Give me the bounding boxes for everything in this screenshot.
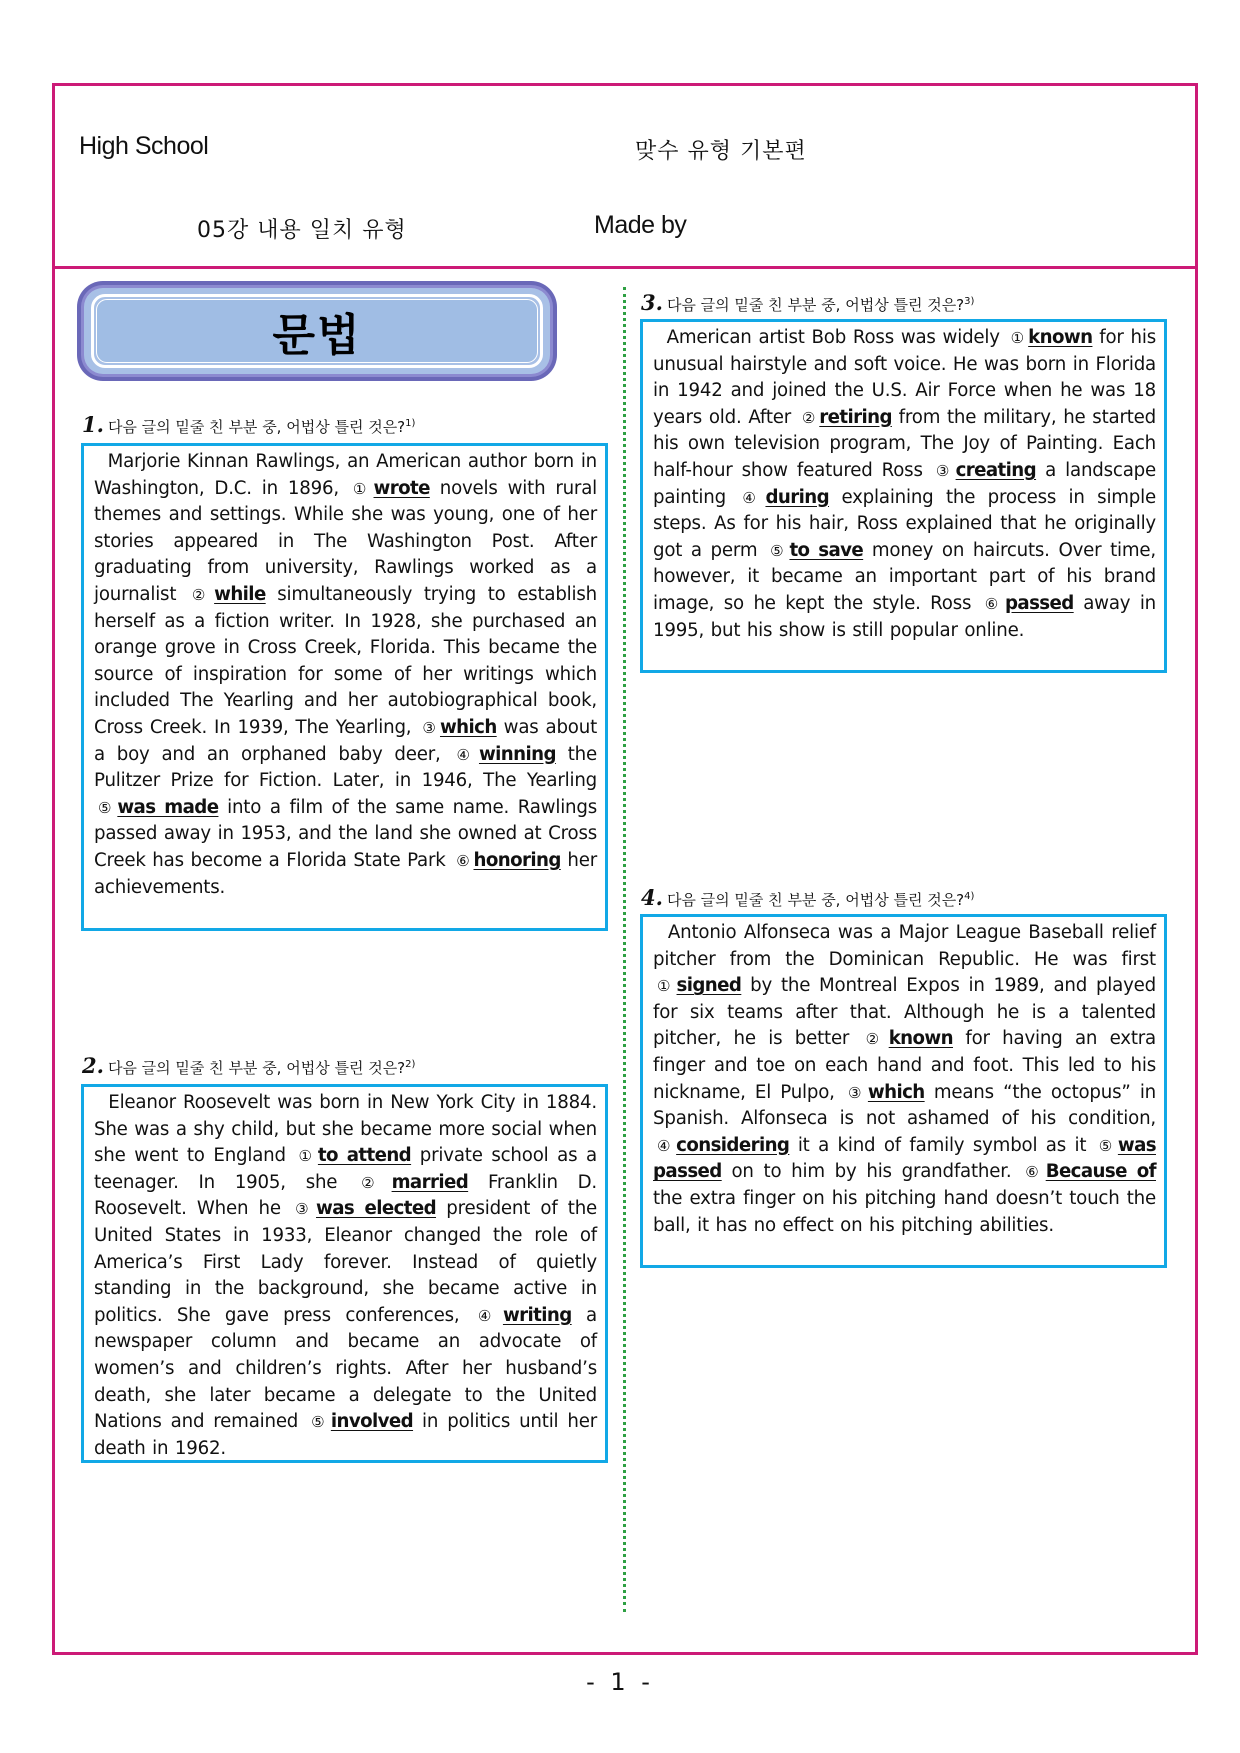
- question-instruction: 다음 글의 밑줄 친 부분 중, 어법상 틀린 것은?: [666, 296, 965, 314]
- school-level: High School: [79, 132, 209, 160]
- made-by: Made by: [594, 211, 687, 239]
- passage-text: from the military, he started his own television program, The Joy of Painting. Each half-hour show featured Ross: [653, 406, 1156, 481]
- question-1-passage: [81, 443, 608, 931]
- question-2-passage: [81, 1084, 608, 1463]
- passage-text: by the Montreal Expos in 1989, and played for six teams after that. Although he is a talented pitcher, he is better: [653, 975, 1156, 1050]
- question-2-header: [82, 1053, 415, 1078]
- underlined-choice: Because of: [1045, 1161, 1156, 1183]
- underlined-choice: writing: [502, 1304, 572, 1326]
- underlined-choice: was made: [117, 796, 219, 818]
- question-instruction: 다음 글의 밑줄 친 부분 중, 어법상 틀린 것은?: [107, 1059, 406, 1077]
- choice-marker: ①: [657, 977, 673, 996]
- passage-text: means “the octopus” in Spanish. Alfonseca is not ashamed of his condition,: [653, 1081, 1157, 1130]
- question-instruction: 다음 글의 밑줄 친 부분 중, 어법상 틀린 것은?: [107, 418, 406, 436]
- underlined-choice: was passed: [653, 1134, 1156, 1183]
- lesson-title: 05강 내용 일치 유형: [197, 218, 407, 243]
- book-title: 맞수 유형 기본편: [635, 139, 807, 164]
- choice-marker: ④: [742, 488, 762, 507]
- underlined-choice: known: [888, 1028, 953, 1050]
- underlined-choice: married: [391, 1171, 469, 1193]
- underlined-choice: to save: [789, 539, 864, 561]
- passage-text: American artist Bob Ross was widely: [666, 327, 1007, 348]
- passage-text: into a film of the same name. Rawlings passed away in 1953, and the land she owned at Cross Creek has become a Florida State Park: [94, 796, 598, 871]
- underlined-choice: considering: [676, 1134, 790, 1156]
- choice-marker: ③: [935, 461, 952, 480]
- section-banner: [77, 281, 557, 381]
- choice-marker: ⑥: [984, 594, 1001, 613]
- passage-text: Antonio Alfonseca was a Major League Baseball relief pitcher from the Dominican Republic. He was first: [653, 922, 1156, 970]
- choice-marker: ①: [1010, 329, 1025, 347]
- passage-text: Franklin D. Roosevelt. When he: [94, 1171, 597, 1220]
- passage-text: explaining the process in simple steps. As for his hair, Ross explained that he originally got a perm: [653, 486, 1156, 561]
- page-number: - 1 -: [586, 1668, 654, 1696]
- underlined-choice: which: [867, 1081, 925, 1103]
- choice-marker: ⑥: [1025, 1163, 1042, 1182]
- question-number: 2.: [82, 1053, 104, 1078]
- passage-text: for having an extra finger and toe on each hand and foot. This led to his nickname, El Pulpo,: [653, 1028, 1157, 1103]
- footnote-marker: 1): [405, 418, 416, 429]
- underlined-choice: honoring: [473, 849, 561, 871]
- question-4-passage: [640, 914, 1167, 1268]
- passage-text: simultaneously trying to establish herself as a fiction writer. In 1928, she purchased an orange grove in Cross Creek, Florida. This became the source of inspiration for some of her writings which included The Yearling and her autobiographical book, Cross Creek. In 1939, The Yearling,: [94, 583, 597, 738]
- question-number: 1.: [82, 412, 104, 437]
- passage-text: a landscape painting: [653, 459, 1157, 508]
- passage-text: Eleanor Roosevelt was born in New York City in 1884. She was a shy child, but she became more social when she went to England: [94, 1092, 597, 1167]
- underlined-choice: retiring: [819, 406, 892, 428]
- underlined-choice: creating: [955, 459, 1037, 481]
- question-instruction: 다음 글의 밑줄 친 부분 중, 어법상 틀린 것은?: [666, 891, 965, 909]
- question-3-header: [641, 290, 974, 315]
- underlined-choice: during: [765, 486, 830, 508]
- underlined-choice: while: [214, 583, 266, 605]
- passage-text: the extra finger on his pitching hand doesn’t touch the ball, it has no effect on his pitching abilities.: [653, 1187, 1156, 1236]
- underlined-choice: to attend: [317, 1145, 412, 1167]
- underlined-choice: known: [1028, 327, 1093, 348]
- choice-marker: ②: [191, 585, 211, 604]
- passage-text: away in 1995, but his show is still popular online.: [653, 592, 1157, 641]
- choice-marker: ④: [456, 745, 475, 764]
- choice-marker: ②: [361, 1173, 388, 1192]
- choice-marker: ⑤: [311, 1413, 327, 1432]
- passage-text: for his unusual hairstyle and soft voice. He was born in Florida in 1942 and joined the U.S. Air Force when he was 18 years old. After: [653, 327, 1156, 428]
- passage-text: her achievements.: [94, 849, 597, 898]
- choice-marker: ⑤: [1098, 1136, 1114, 1155]
- question-number: 4.: [641, 885, 663, 910]
- underlined-choice: wrote: [373, 477, 430, 499]
- underlined-choice: which: [439, 716, 497, 738]
- passage-text: on to him by his grandfather.: [721, 1161, 1022, 1183]
- choice-marker: ④: [657, 1136, 673, 1155]
- choice-marker: ③: [295, 1200, 312, 1219]
- passage-text: private school as a teenager. In 1905, she: [94, 1145, 597, 1193]
- question-4-header: [641, 885, 974, 910]
- passage-text: president of the United States in 1933, Eleanor changed the role of America’s First Lady forever. Instead of quietly standing in the background, she became active in politics. She gave press conferences,: [94, 1198, 598, 1326]
- passage-text: was about a boy and an orphaned baby deer,: [94, 716, 597, 765]
- passage-text: it a kind of family symbol as it: [789, 1134, 1095, 1156]
- column-divider: [623, 287, 626, 1612]
- passage-text: money on haircuts. Over time, however, it became an important part of his brand image, so he kept the style. Ross: [653, 539, 1156, 614]
- question-1-header: [82, 412, 415, 437]
- choice-marker: ⑤: [98, 798, 114, 817]
- passage-text: novels with rural themes and settings. While she was young, one of her stories appeared in The Washington Post. After graduating from university, Rawlings worked as a journalist: [94, 477, 598, 605]
- choice-marker: ③: [848, 1083, 864, 1102]
- choice-marker: ③: [422, 718, 436, 737]
- underlined-choice: involved: [330, 1411, 414, 1433]
- choice-marker: ②: [801, 408, 816, 427]
- choice-marker: ①: [298, 1147, 314, 1166]
- choice-marker: ①: [352, 479, 370, 498]
- choice-marker: ⑤: [770, 541, 786, 560]
- choice-marker: ⑥: [456, 851, 470, 870]
- footnote-marker: 2): [405, 1059, 416, 1070]
- footnote-marker: 4): [964, 891, 975, 902]
- passage-text: Marjorie Kinnan Rawlings, an American author born in Washington, D.C. in 1896,: [94, 451, 597, 499]
- underlined-choice: signed: [676, 975, 742, 997]
- footnote-marker: 3): [964, 296, 975, 307]
- passage-text: the Pulitzer Prize for Fiction. Later, in 1946, The Yearling: [94, 743, 597, 792]
- question-3-passage: [640, 319, 1167, 673]
- underlined-choice: winning: [478, 743, 556, 765]
- passage-text: a newspaper column and became an advocate of women’s and children’s rights. After her husband’s death, she later became a delegate to the United Nations and remained: [94, 1304, 597, 1433]
- passage-text: in politics until her death in 1962.: [94, 1411, 598, 1459]
- section-title: 문법: [272, 310, 362, 361]
- underlined-choice: was elected: [316, 1198, 437, 1220]
- choice-marker: ④: [477, 1306, 499, 1325]
- underlined-choice: passed: [1004, 592, 1074, 614]
- choice-marker: ②: [865, 1030, 885, 1049]
- header-divider: [52, 266, 1198, 269]
- question-number: 3.: [641, 290, 663, 315]
